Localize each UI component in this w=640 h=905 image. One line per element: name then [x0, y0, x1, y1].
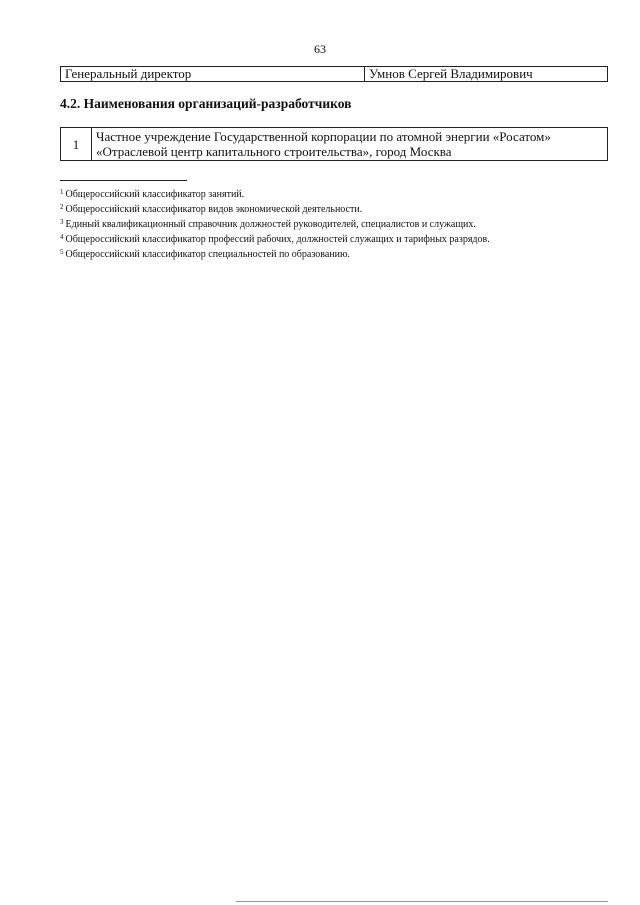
developers-table — [60, 127, 608, 161]
footnote-mark: 4 — [60, 233, 64, 241]
footnote — [60, 186, 620, 201]
footnote — [60, 246, 620, 261]
developer-name — [92, 128, 608, 161]
developer-number: 1 — [61, 128, 92, 161]
footnote-mark: 2 — [60, 203, 64, 211]
table-row — [61, 67, 608, 82]
section-heading: 4.2. Наименования организаций-разработчиков — [60, 96, 352, 111]
table-row — [61, 128, 608, 161]
footnote-text: Общероссийский классификатор профессий рабочих, должностей служащих и тарифных разрядов. — [65, 234, 490, 245]
developer-name-line: «Отраслевой центр капитального строительства», город Москва — [96, 144, 452, 159]
footnote-mark: 5 — [60, 248, 64, 256]
footnote — [60, 201, 620, 216]
footnote-text: Общероссийский классификатор занятий. — [65, 189, 245, 200]
page-number: 63 — [314, 42, 326, 56]
developer-name-line: Частное учреждение Государственной корпорации по атомной энергии «Росатом» — [96, 129, 551, 144]
signatory-name: Умнов Сергей Владимирович — [365, 67, 608, 82]
signatory-table — [60, 66, 608, 82]
bottom-scan-line — [236, 901, 608, 902]
footnote — [60, 231, 620, 246]
footnotes — [60, 186, 620, 261]
footnote — [60, 216, 620, 231]
signatory-role: Генеральный директор — [61, 67, 365, 82]
footnote-text: Общероссийский классификатор видов экономической деятельности. — [65, 204, 363, 215]
footnote-separator — [60, 180, 187, 181]
footnote-text: Общероссийский классификатор специальностей по образованию. — [65, 249, 350, 260]
footnote-text: Единый квалификационный справочник должностей руководителей, специалистов и служащих. — [65, 219, 476, 230]
footnote-mark: 3 — [60, 218, 64, 226]
footnote-mark: 1 — [60, 188, 64, 196]
